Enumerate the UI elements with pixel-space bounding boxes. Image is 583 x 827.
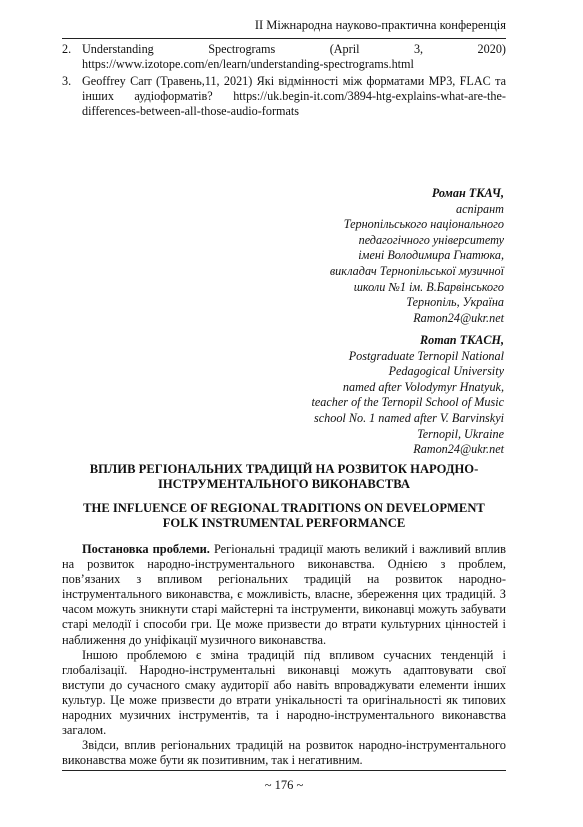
reference-item bbox=[62, 74, 506, 119]
author-email[interactable]: Ramon24@ukr.net bbox=[413, 442, 504, 457]
author-location: Ternopil, Ukraine bbox=[417, 426, 504, 441]
reference-number: 2. bbox=[62, 42, 72, 56]
author-affiliation: викладач Тернопільської музичної bbox=[329, 263, 504, 278]
author-affiliation: Postgraduate Ternopil National bbox=[348, 348, 504, 363]
author-affiliation: named after Volodymyr Hnatyuk, bbox=[342, 379, 504, 394]
title-line: FOLK INSTRUMENTAL PERFORMANCE bbox=[162, 516, 406, 530]
reference-number: 3. bbox=[62, 74, 72, 88]
author-position: teacher of the Ternopil School of Music bbox=[311, 395, 504, 410]
header-rule bbox=[62, 38, 506, 39]
title-line: ІНСТРУМЕНТАЛЬНОГО ВИКОНАВСТВА bbox=[157, 477, 410, 491]
author-affiliation: педагогічного університету bbox=[358, 232, 504, 247]
body-paragraph: Звідси, вплив регіональних традицій на розвиток народно-інструментального виконавства може бути як позитивним, так і негативним. bbox=[62, 738, 506, 768]
author-affiliation: school No. 1 named after V. Barvinskyi bbox=[313, 410, 504, 425]
title-line: THE INFLUENCE OF REGIONAL TRADITIONS ON DEVELOPMENT bbox=[83, 501, 485, 515]
paragraph-text: Регіональні традиції мають великий і важливий вплив на розвиток народно-інструментального виконавства. Однією з проблем, пов’язаних з впливом регіональних традицій на розвиток народно-інструментального виконавства, є можливість, власне, збереження цих традицій. З часом можуть зникнути старі майстерні та інструменти, виконавці можуть забувати старі мелодії і способи гри. Це може призвести до втрати культурних цінностей і наближення до уніфікації музичного виконавства. bbox=[62, 542, 506, 647]
reference-text: Geoffrey Carr (Травень,11, 2021) Які відмінності між форматами MP3, FLAC та інших аудіоформатів? https://uk.begin-it.com/3894-htg-explains-what-are-the-differences-between-all-those-audio-formats bbox=[82, 74, 506, 118]
body-paragraph: Іншою проблемою є зміна традицій під впливом сучасних тенденцій і глобалізації. Народно-інструментальні виконавці можуть адаптовувати свої виступи до сучасного смаку аудиторії або навіть впроваджувати елементи інших культур. Це може призвести до втрати унікальності та оригінальності як типових народних музичних інструментів, та і народно-інструментального виконавства загалом. bbox=[62, 647, 506, 738]
body-paragraph bbox=[62, 542, 506, 648]
author-name-ua: Роман ТКАЧ, bbox=[431, 186, 504, 200]
author-affiliation: Pedagogical University bbox=[388, 364, 504, 379]
paper-page bbox=[62, 0, 506, 827]
author-name-en: Roman TKACH, bbox=[420, 333, 504, 347]
reference-text: Understanding Spectrograms (April 3, 2020) https://www.izotope.com/en/learn/understanding-spectrograms.html bbox=[82, 42, 506, 71]
author-affiliation: школи №1 ім. В.Барвінського bbox=[353, 279, 504, 294]
reference-list bbox=[62, 42, 506, 121]
author-affiliation: імені Володимира Гнатюка, bbox=[358, 248, 504, 263]
running-header: ІІ Міжнародна науково-практична конференція bbox=[254, 18, 506, 32]
page-number: ~ 176 ~ bbox=[264, 778, 304, 792]
body-text bbox=[62, 542, 506, 768]
title-line: ВПЛИВ РЕГІОНАЛЬНИХ ТРАДИЦІЙ НА РОЗВИТОК НАРОДНО- bbox=[89, 462, 479, 476]
author-position: аспірант bbox=[455, 201, 504, 216]
reference-item bbox=[62, 42, 506, 72]
section-lead: Постановка проблеми. bbox=[82, 542, 210, 556]
author-email[interactable]: Ramon24@ukr.net bbox=[413, 310, 504, 325]
footer-rule bbox=[62, 770, 506, 771]
paper-title-en bbox=[62, 501, 506, 531]
paper-title-ua bbox=[62, 462, 506, 492]
author-block-ua bbox=[330, 186, 504, 326]
author-affiliation: Тернопільського національного bbox=[343, 217, 504, 232]
author-location: Тернопіль, Україна bbox=[406, 295, 504, 310]
author-block-en bbox=[312, 333, 505, 458]
